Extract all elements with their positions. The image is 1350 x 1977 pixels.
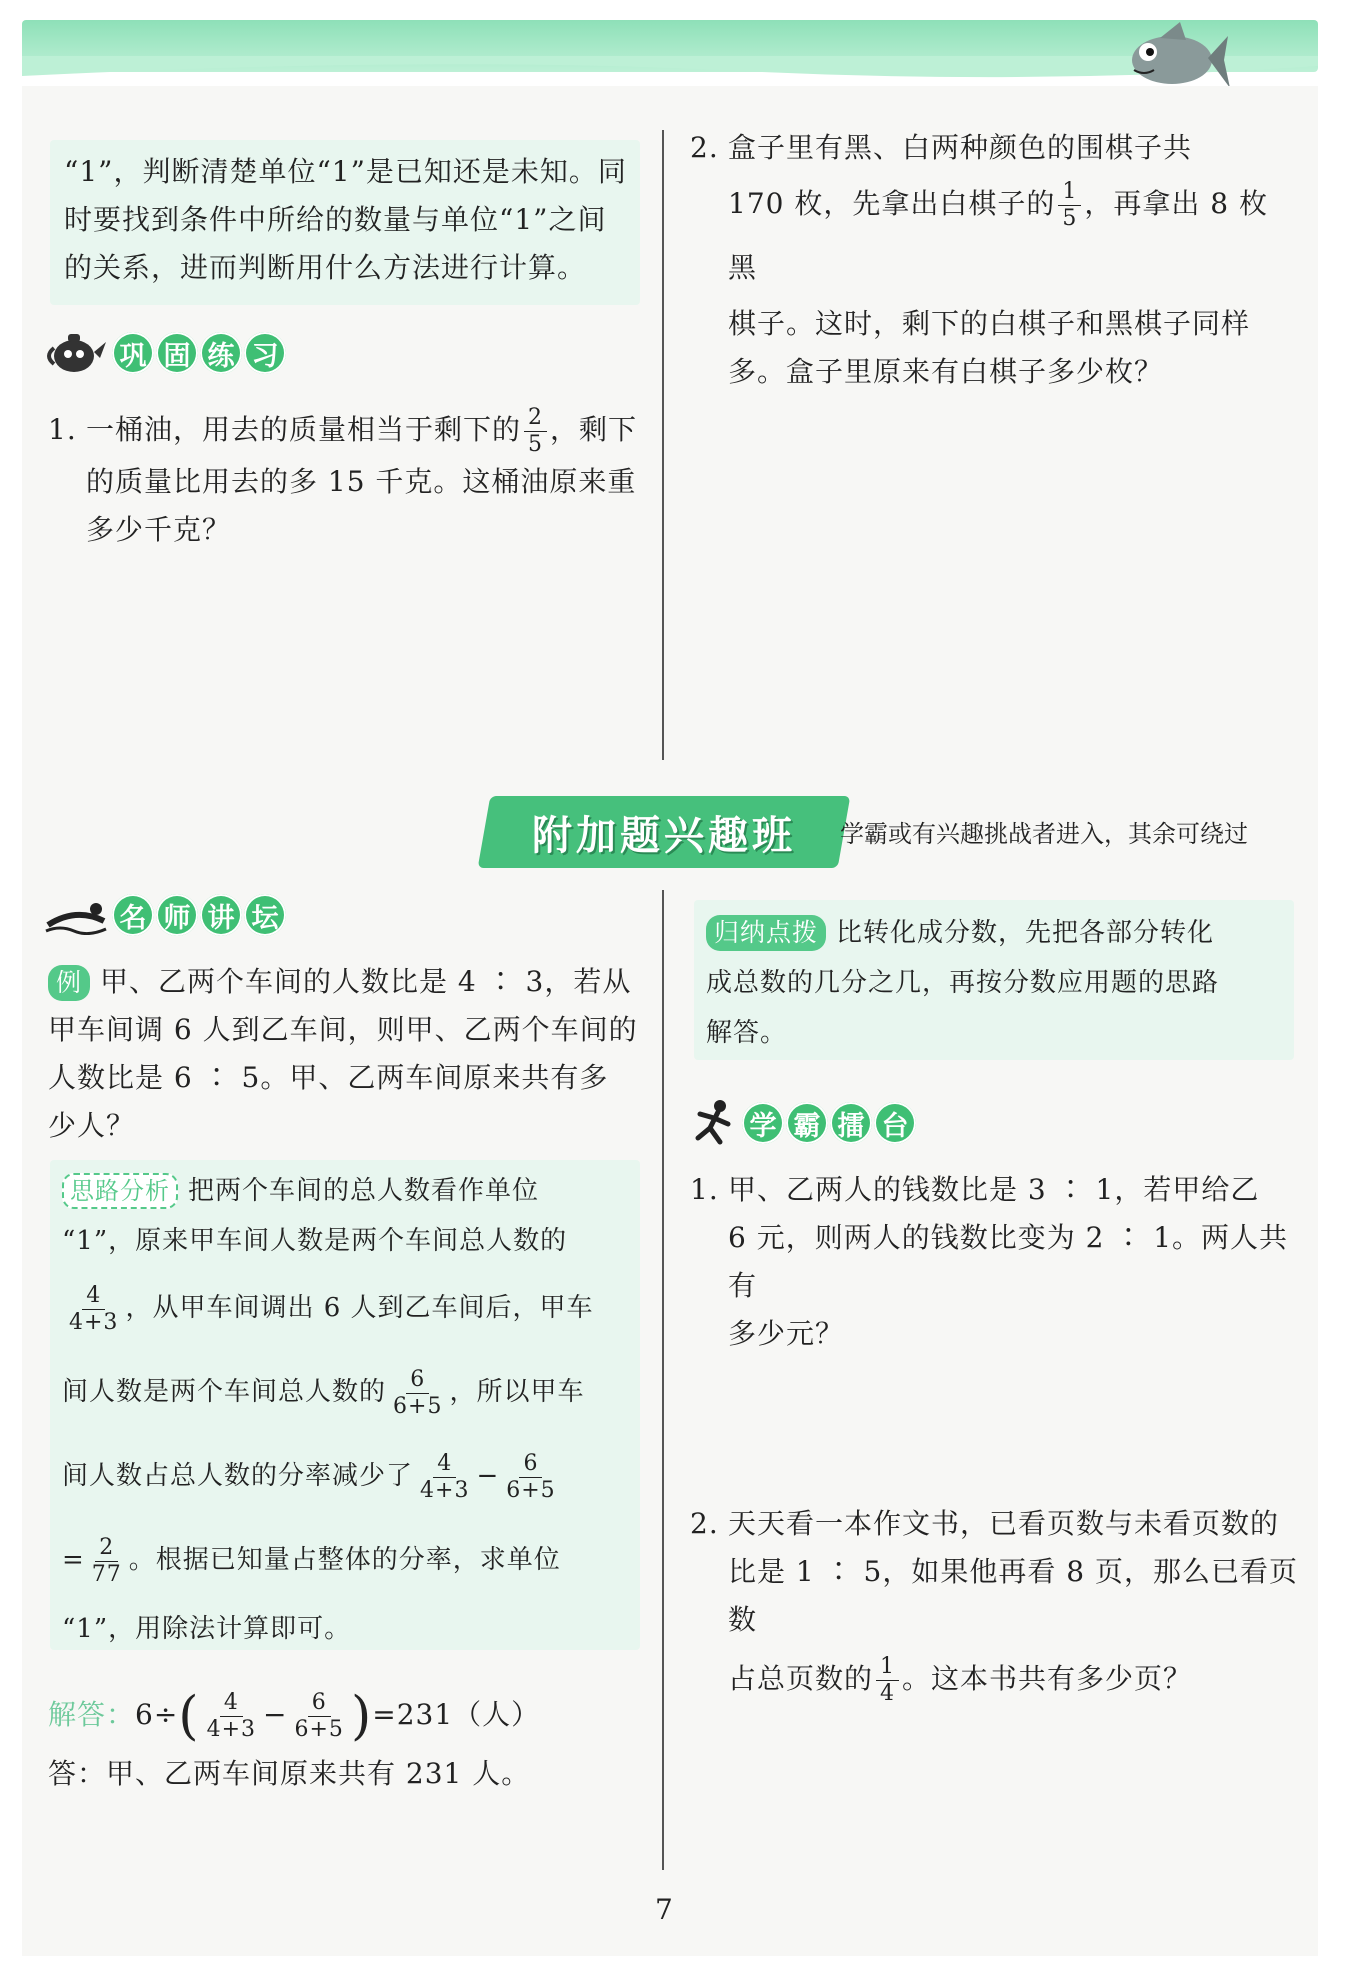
analysis-line-4b: ，所以甲车 — [449, 1377, 585, 1407]
swimmer-icon — [44, 895, 108, 935]
summary-tag: 归纳点拨 — [706, 915, 826, 951]
consolidate-char-1: 巩 — [112, 332, 154, 374]
analysis-frac-4-num: 6 — [519, 1451, 542, 1478]
q1-fraction — [524, 405, 547, 458]
teacher-char-2: 师 — [156, 894, 198, 936]
analysis-frac-2-num: 6 — [406, 1367, 429, 1394]
consolidate-char-2: 固 — [156, 332, 198, 374]
right-q2-frac-den: 5 — [1062, 206, 1078, 231]
teacher-char-3: 讲 — [200, 894, 242, 936]
q1-number: 1. — [48, 413, 77, 446]
analysis-frac-4 — [502, 1451, 559, 1504]
example-line-2: 甲车间调 6 人到乙车间，则甲、乙两个车间的 — [48, 1013, 638, 1046]
answer-text-a: 6÷ — [135, 1698, 179, 1731]
analysis-line-5a: 间人数占总人数的分率减少了 — [62, 1461, 414, 1491]
page-number: 7 — [655, 1893, 673, 1926]
example-line-4: 少人？ — [48, 1109, 136, 1142]
consolidate-title — [44, 330, 288, 376]
challenge-q2-frac-den: 4 — [880, 1681, 896, 1706]
analysis-frac-5 — [88, 1535, 126, 1588]
challenge-title — [690, 1098, 918, 1148]
q1-line-3: 多少千克？ — [86, 513, 232, 546]
example-line-1: 甲、乙两个车间的人数比是 4 ∶ 3，若从 — [100, 965, 632, 998]
analysis-line-7: “1”，用除法计算即可。 — [62, 1614, 352, 1644]
analysis-equals: = — [62, 1545, 85, 1575]
challenge-q1-line-1: 甲、乙两人的钱数比是 3 ∶ 1，若甲给乙 — [728, 1173, 1260, 1206]
q1-text-a: 一桶油，用去的质量相当于剩下的 — [86, 413, 522, 446]
analysis-line-4a: 间人数是两个车间总人数的 — [62, 1377, 387, 1407]
answer-frac-1-num: 4 — [220, 1690, 243, 1717]
analysis-frac-1-num: 4 — [82, 1283, 105, 1310]
answer-frac-2-num: 6 — [308, 1690, 331, 1717]
answer-frac-1-den: 4+3 — [206, 1717, 257, 1742]
challenge-q2-frac-num: 1 — [876, 1654, 899, 1681]
q1-line-2: 的质量比用去的多 15 千克。这桶油原来重 — [86, 465, 637, 498]
bonus-banner-note: 学霸或有兴趣挑战者进入，其余可绕过 — [840, 820, 1248, 848]
runner-icon — [690, 1098, 736, 1148]
answer-minus: − — [263, 1698, 288, 1731]
right-q2-line-1: 盒子里有黑、白两种颜色的围棋子共 — [728, 131, 1193, 164]
analysis-frac-5-den: 77 — [91, 1561, 122, 1587]
answer-lparen: ( — [178, 1686, 200, 1747]
answer-rparen: ) — [350, 1686, 373, 1747]
challenge-q2-fraction — [876, 1654, 899, 1707]
analysis-frac-3-num: 4 — [433, 1451, 456, 1478]
answer-frac-2 — [291, 1690, 348, 1743]
analysis-line-1: 把两个车间的总人数看作单位 — [188, 1176, 540, 1206]
answer-frac-2-den: 6+5 — [294, 1717, 344, 1742]
example-tag: 例 — [48, 965, 90, 1001]
example-line-3: 人数比是 6 ∶ 5。甲、乙两车间原来共有多 — [48, 1061, 609, 1094]
challenge-q1-line-3: 多少元？ — [728, 1317, 845, 1350]
intro-text — [64, 148, 644, 292]
challenge-char-4: 台 — [874, 1102, 916, 1144]
bonus-banner-title: 附加题兴趣班 — [532, 812, 796, 859]
teacher-char-4: 坛 — [244, 894, 286, 936]
q1-frac-num: 2 — [524, 405, 547, 432]
consolidate-char-3: 练 — [200, 332, 242, 374]
analysis-line-3: ，从甲车间调出 6 人到乙车间后，甲车 — [125, 1293, 594, 1323]
answer-frac-1 — [203, 1690, 260, 1743]
q1-text-b: ，剩下 — [550, 413, 638, 446]
column-divider-bottom — [662, 890, 664, 1870]
answer-block — [48, 1680, 658, 1798]
challenge-q1-line-2: 6 元，则两人的钱数比变为 2 ∶ 1。两人共有 — [728, 1221, 1289, 1302]
right-q2 — [690, 124, 1290, 396]
column-divider-top — [662, 130, 664, 760]
challenge-q1-number: 1. — [690, 1173, 719, 1206]
summary-line-1: 比转化成分数，先把各部分转化 — [836, 918, 1215, 948]
summary-line-2: 成总数的几分之几，再按分数应用题的思路 — [706, 968, 1220, 998]
summary-block — [706, 908, 1296, 1058]
right-q2-line-4: 多。盒子里原来有白棋子多少枚？ — [728, 355, 1164, 388]
analysis-block — [62, 1166, 642, 1656]
right-q2-fraction — [1058, 179, 1081, 232]
consolidate-q1 — [48, 402, 648, 554]
intro-line-1: “1”，判断清楚单位“1”是已知还是未知。同 — [64, 155, 627, 188]
right-q2-text-b: ，再拿出 8 枚黑 — [728, 187, 1268, 284]
right-q2-text-a: 170 枚，先拿出白棋子的 — [728, 187, 1056, 220]
analysis-minus: − — [476, 1461, 500, 1491]
analysis-frac-3-den: 4+3 — [420, 1477, 470, 1503]
teapot-icon — [44, 330, 106, 376]
q1-frac-den: 5 — [528, 432, 544, 457]
right-q2-number: 2. — [690, 131, 719, 164]
intro-line-2: 时要找到条件中所给的数量与单位“1”之间 — [64, 203, 607, 236]
challenge-q2-line-2: 比是 1 ∶ 5，如果他再看 8 页，那么已看页数 — [728, 1555, 1298, 1636]
challenge-q1 — [690, 1166, 1300, 1358]
summary-line-3: 解答。 — [706, 1018, 788, 1048]
example-block — [48, 958, 648, 1150]
analysis-line-6b: 。根据已知量占整体的分率，求单位 — [128, 1545, 561, 1575]
analysis-frac-2-den: 6+5 — [393, 1393, 443, 1419]
analysis-frac-4-den: 6+5 — [506, 1477, 556, 1503]
teacher-char-1: 名 — [112, 894, 154, 936]
consolidate-char-4: 习 — [244, 332, 286, 374]
challenge-q2-number: 2. — [690, 1507, 719, 1540]
analysis-line-2: “1”，原来甲车间人数是两个车间总人数的 — [62, 1226, 568, 1256]
answer-final: 答：甲、乙两车间原来共有 231 人。 — [48, 1757, 531, 1790]
challenge-char-2: 霸 — [786, 1102, 828, 1144]
challenge-q2-line-1: 天天看一本作文书，已看页数与未看页数的 — [728, 1507, 1280, 1540]
challenge-q2 — [690, 1500, 1300, 1714]
analysis-tag: 思路分析 — [62, 1173, 178, 1209]
teacher-title — [44, 894, 288, 936]
challenge-q2-text-b: 。这本书共有多少页？ — [902, 1662, 1193, 1695]
analysis-frac-2 — [389, 1367, 446, 1420]
right-q2-frac-num: 1 — [1058, 179, 1081, 206]
analysis-frac-1-den: 4+3 — [69, 1309, 119, 1335]
analysis-frac-1 — [65, 1283, 122, 1336]
challenge-char-1: 学 — [742, 1102, 784, 1144]
answer-label: 解答： — [48, 1698, 136, 1731]
challenge-char-3: 擂 — [830, 1102, 872, 1144]
analysis-frac-5-num: 2 — [95, 1535, 118, 1562]
answer-text-b: =231（人） — [372, 1698, 541, 1731]
intro-line-3: 的关系，进而判断用什么方法进行计算。 — [64, 251, 587, 284]
analysis-frac-3 — [416, 1451, 473, 1504]
challenge-q2-text-a: 占总页数的 — [728, 1662, 874, 1695]
right-q2-line-3: 棋子。这时，剩下的白棋子和黑棋子同样 — [728, 307, 1251, 340]
